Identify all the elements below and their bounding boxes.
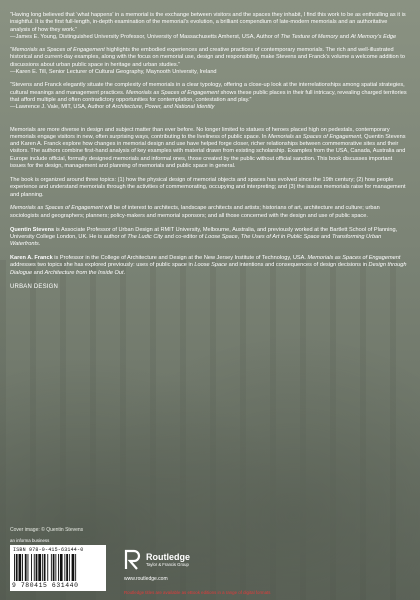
isbn-barcode (10, 545, 106, 591)
informa-tagline: an informa business (10, 538, 50, 543)
author-bio (10, 255, 408, 277)
barcode-digits: 9 780415 631440 (12, 582, 79, 589)
author-name: Karen A. Franck (10, 255, 53, 262)
bio-text: addresses two topics she has explored previously: uses of public space in (10, 262, 195, 269)
book-title: At Memory’s Edge (350, 33, 397, 40)
barcode-bar (19, 554, 22, 581)
barcode-bar (34, 554, 35, 581)
endorsement-quote (10, 82, 408, 111)
book-title: Architecture, Power, and National Identity (111, 104, 215, 111)
quote-attribution: —Karen E. Till, Senior Lecturer of Cultural Geography, Maynooth University, Ireland (10, 69, 217, 76)
book-title: Transforming Urban Waterfronts (10, 233, 382, 248)
bio-text: , (237, 233, 241, 240)
description-text: Memorials are more diverse in design and subject matter than ever before. No longer limited to statues of heroes placed high on pedestals, contemporary memorials engage visitors in new, often surprising ways, contributing to the liveliness of public space. In (10, 126, 390, 140)
endorsement-quote (10, 12, 408, 41)
barcode-bar (53, 554, 55, 581)
quote-attribution: —James E. Young, Distinguished University Professor, University of Massachusetts Amherst, USA, Author of (10, 33, 281, 40)
quote-text: “ (10, 47, 12, 54)
bio-text: and co-editor of (162, 233, 205, 240)
barcode-bar (47, 554, 48, 581)
quote-attribution: —Lawrence J. Vale, MIT, USA, Author of (10, 104, 112, 111)
quote-text: “Stevens and Franck elegantly situate the complexity of memorials in a clear typology, offering a close-up look at the interrelationships among spatial strategies, cultural meanings and management practices. (10, 82, 405, 96)
cover-image-credit: Cover image: © Quentin Stevens (10, 527, 84, 533)
book-title: Memorials as Spaces of Engagement (268, 133, 362, 140)
subject-category: URBAN DESIGN (10, 283, 59, 290)
quote-text: shows these public places in their full intricacy, revealing charged territories that afford multiple and often contradictory opportunities for contemplation, contestation and play.” (10, 89, 407, 103)
bio-text: . (38, 241, 41, 248)
book-title: The Texture of Memory (280, 33, 339, 40)
barcode-bar (58, 554, 59, 581)
book-title: Loose Space (194, 262, 228, 269)
quote-text: and (338, 33, 351, 40)
book-title: Design through Dialogue (10, 262, 407, 276)
barcode-bar (31, 554, 32, 581)
bio-text: . (123, 269, 126, 276)
barcode-bar (69, 554, 70, 581)
barcode-bar (28, 554, 29, 581)
barcode-bar (42, 554, 43, 581)
routledge-logo-icon (124, 548, 142, 570)
barcode-bar (60, 554, 63, 581)
book-title: Architecture from the Inside Out (44, 269, 124, 276)
isbn-number: ISBN 978-0-415-63144-0 (13, 547, 84, 553)
book-title: Loose Space (204, 233, 238, 240)
ebook-notice: Routledge titles are available as eBook editions in a range of digital formats (124, 590, 271, 595)
barcode-bars (13, 554, 103, 581)
book-title: Memorials as Spaces of Engagement (125, 89, 219, 96)
publisher-group: Taylor & Francis Group (146, 561, 189, 567)
author-bio (10, 227, 408, 249)
book-title: The Ludic City (127, 233, 163, 240)
bio-text: and intentions and consequences of design decisions in (227, 262, 369, 269)
cover-text (10, 12, 408, 291)
book-title: The Uses of Art in Public Space (240, 233, 320, 240)
barcode-bar (16, 554, 18, 581)
bio-text: and (319, 233, 332, 240)
description-paragraph (10, 127, 408, 171)
book-title: Memorials as Spaces of Engagement (307, 255, 401, 262)
barcode-bar (38, 554, 41, 581)
author-name: Quentin Stevens (10, 226, 55, 233)
barcode-bar (25, 554, 27, 581)
barcode-bar (55, 554, 56, 581)
barcode-bar (64, 554, 65, 581)
description-paragraph: The book is organized around three topics: (1) how the physical design of memorial objects and spaces has evolved since the 19th century; (2) how people experience and understand memorials through the activities of commemorating, occupying and interpreting; and (3) the issues memorials raise for management and planning. (10, 176, 406, 198)
quote-text: highlights the embodied experiences and creative practices of contemporary memorials. The rich and well-illustrated historical and current-day examples, along with the focus on memorial use, design and responsibility, make Stevens and Franck’s volume a welcome addition to discussions about urban public space in heritage and urban studies.” (10, 47, 405, 68)
barcode-bar (75, 554, 76, 581)
barcode-bar (14, 554, 15, 581)
description-text: will be of interest to architects, landscape architects and artists; historians of art, architecture and culture; urban sociologists and geographers; planners; policy-makers and memorial sponsors; and all those concerned with the design and use of public space. (10, 205, 380, 219)
barcode-bar (44, 554, 46, 581)
book-title: Memorials as Spaces of Engagement (11, 47, 105, 54)
description-paragraph (10, 205, 408, 220)
barcode-bar (22, 554, 23, 581)
publisher-logo (124, 548, 190, 570)
bio-text: is Associate Professor of Urban Design at RMIT University, Melbourne, Australia, and previously worked at the Bartlett School of Planning, University College London, UK. He is author of (10, 226, 398, 240)
bio-text: is Professor in the College of Architecture and Design at the New Jersey Institute of Technology, USA. (52, 255, 308, 262)
description-text: , Quentin Stevens and Karen A. Franck explore how changes in memorial design and use have helped forge closer, richer relationships between commemorative sites and their visitors. The authors combine first-hand analysis of key examples with material drawn from existing scholarship. Examples from the USA, Canada, Australia and Europe include official, formally designed memorials and informal ones, those created by the public without official sanction. This book discusses important issues for the design, management and planning of memorials and public space in general. (10, 133, 406, 170)
quote-text: “Having long believed that ‘what happens’ in a memorial is the exchange between visitors and the spaces they inhabit, I find this work to be as enthralling as it is insightful. It is the first full-length, in-depth examination of the memorial’s evolution, a brilliant compendium of late-modern memorials and an authoritative analysis of how they work.” (10, 12, 406, 33)
barcode-bar (66, 554, 68, 581)
publisher-name: Routledge (146, 551, 190, 562)
barcode-bar (36, 554, 38, 581)
book-title: Memorials as Spaces of Engagement (10, 205, 103, 212)
barcode-bar (72, 554, 75, 581)
bio-text: and (32, 269, 45, 276)
barcode-bar (51, 554, 52, 581)
publisher-url[interactable]: www.routledge.com (124, 576, 168, 582)
endorsement-quote (10, 47, 408, 76)
